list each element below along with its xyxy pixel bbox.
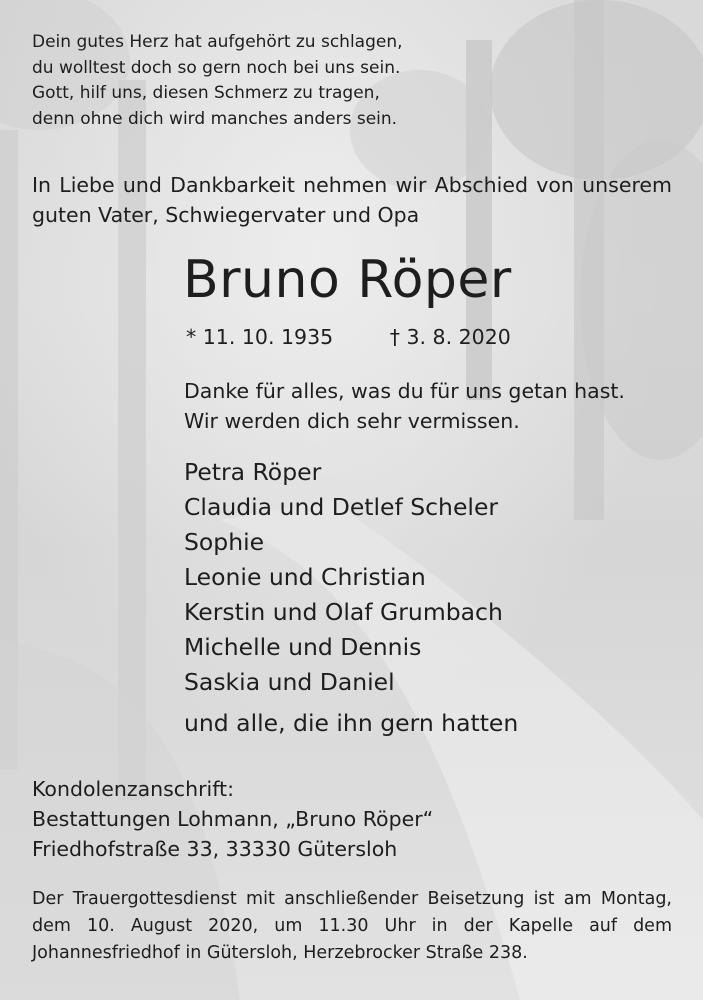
condolence-address [32,774,433,864]
condolence-line: Bestattungen Lohmann, „Bruno Röper“ [32,807,434,831]
funeral-service-info: Der Trauergottesdienst mit anschließender Beisetzung ist am Montag, dem 10. August 2020, um 11.30 Uhr in der Kapelle auf dem Johannesfriedhof in Gütersloh, Herzebrocker Straße 238. [32,889,672,963]
mourner-entry: Sophie [184,528,265,556]
farewell-intro: In Liebe und Dankbarkeit nehmen wir Abschied von unserem guten Vater, Schwiegervater und Opa [32,173,672,227]
thanks-line: Wir werden dich sehr vermissen. [184,409,520,433]
mourner-entry: Claudia und Detlef Scheler [184,493,499,521]
thanks-message [184,376,625,436]
mourner-entry: Michelle und Dennis [184,633,422,661]
poem-line: du wolltest doch so gern noch bei uns sein. [32,57,401,78]
mourner-entry: Saskia und Daniel [184,668,395,696]
mourners-closing: und alle, die ihn gern hatten [184,709,519,737]
condolence-line: Friedhofstraße 33, 33330 Gütersloh [32,837,398,861]
mourner-entry: Petra Röper [184,458,322,486]
thanks-line: Danke für alles, was du für uns getan hast. [184,379,625,403]
poem-line: denn ohne dich wird manches anders sein. [32,108,398,129]
poem-line: Dein gutes Herz hat aufgehört zu schlagen, [32,32,403,52]
memorial-poem [32,30,403,132]
poem-line: Gott, hilf uns, diesen Schmerz zu tragen, [32,83,380,103]
death-date: † 3. 8. 2020 [389,325,511,349]
mourner-entry: Kerstin und Olaf Grumbach [184,598,503,626]
life-dates [186,323,511,351]
deceased-name: Bruno Röper [183,250,512,310]
condolence-heading: Kondolenzanschrift: [32,777,234,801]
mourner-entry: Leonie und Christian [184,563,426,591]
mourners-list [184,455,518,741]
birth-date: * 11. 10. 1935 [186,325,334,349]
